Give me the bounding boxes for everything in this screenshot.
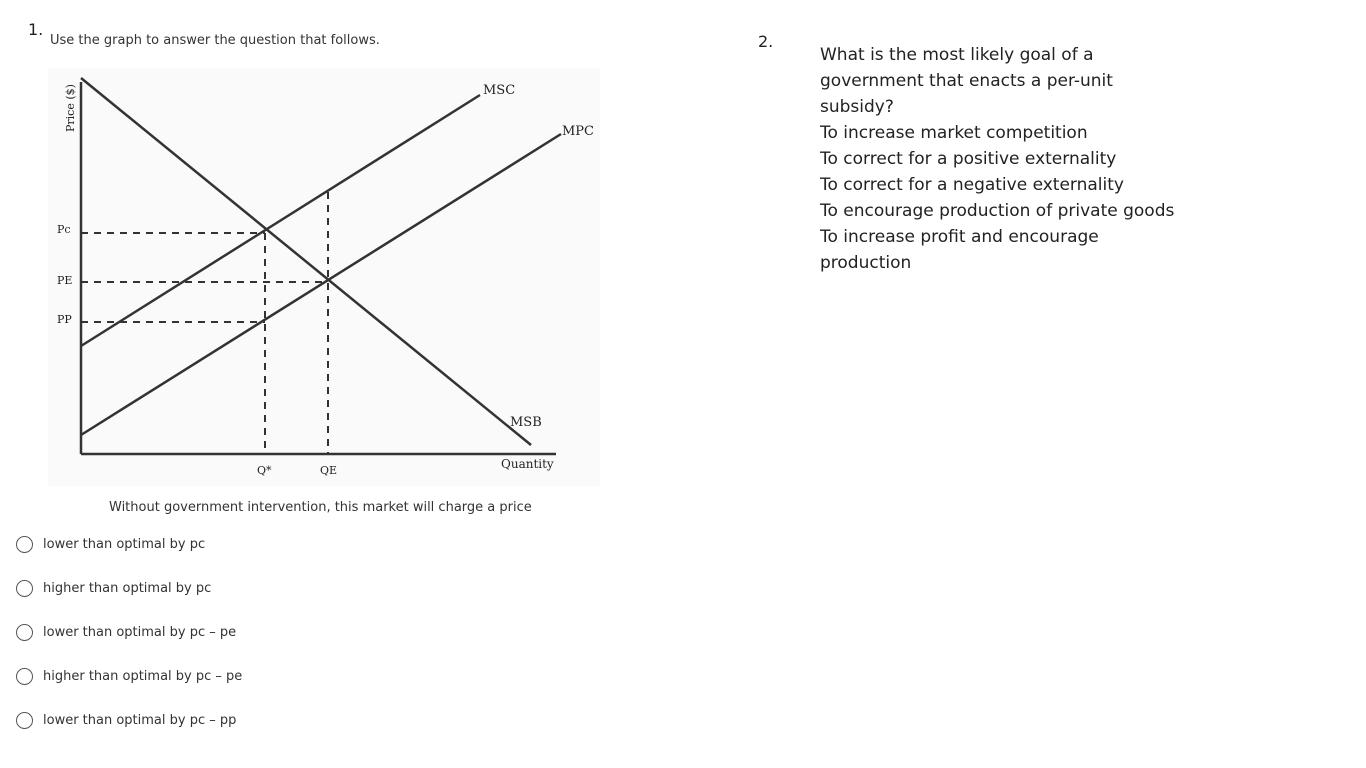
question-2-answer: To encourage production of private goods [820, 201, 1175, 221]
question-2-prompt-line: subsidy? [820, 97, 894, 117]
question-2-prompt-line: government that enacts a per-unit [820, 71, 1113, 91]
qe-label: QE [320, 464, 338, 477]
radio-button[interactable] [16, 668, 33, 685]
question-2-answer-line: production [820, 253, 912, 273]
option-label: higher than optimal by pc [43, 580, 212, 596]
option-label: lower than optimal by pc – pe [43, 624, 237, 640]
option-5[interactable] [16, 709, 236, 731]
pc-label: Pc [57, 223, 71, 236]
question-2-block [820, 42, 1190, 276]
pe-label: PE [57, 274, 73, 287]
question-2-answer: To increase market competition [820, 123, 1088, 143]
qstar-label: Q* [257, 464, 272, 477]
pp-label: PP [57, 313, 72, 326]
option-label: lower than optimal by pc [43, 536, 206, 552]
question-1-prompt: Use the graph to answer the question that follows. [50, 33, 380, 48]
question-2-answer: To correct for a negative externality [820, 175, 1124, 195]
question-1-caption: Without government intervention, this market will charge a price [109, 500, 532, 515]
option-4[interactable] [16, 665, 242, 687]
msc-label: MSC [483, 83, 516, 98]
y-axis-label: Price ($) [64, 84, 77, 132]
mpc-label: MPC [562, 124, 595, 139]
option-label: lower than optimal by pc – pp [43, 712, 237, 728]
option-label: higher than optimal by pc – pe [43, 668, 243, 684]
radio-button[interactable] [16, 624, 33, 641]
msb-label: MSB [510, 415, 542, 430]
radio-button[interactable] [16, 580, 33, 597]
externality-graph [48, 68, 600, 486]
radio-button[interactable] [16, 712, 33, 729]
option-1[interactable] [16, 533, 205, 555]
radio-button[interactable] [16, 536, 33, 553]
option-3[interactable] [16, 621, 236, 643]
question-2-prompt-line: What is the most likely goal of a [820, 45, 1094, 65]
question-2-number: 2. [758, 32, 774, 51]
question-1-number: 1. [28, 20, 44, 39]
option-2[interactable] [16, 577, 211, 599]
question-2-answer: To correct for a positive externality [820, 149, 1117, 169]
x-axis-label: Quantity [501, 457, 554, 471]
question-2-answer-line: To increase profit and encourage [820, 227, 1099, 247]
